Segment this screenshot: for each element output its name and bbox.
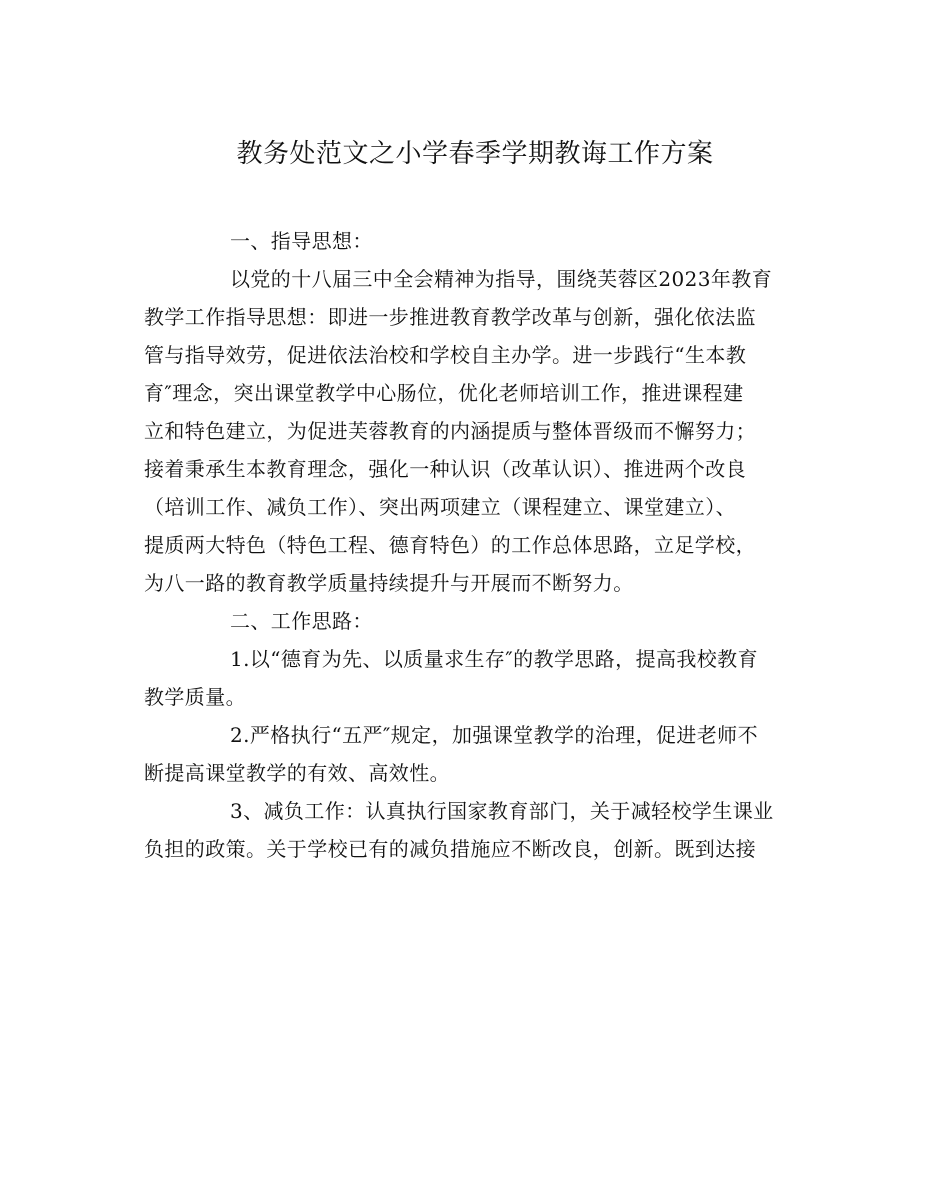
heading-guiding-ideology: 一、指导思想： (230, 229, 373, 253)
list-item-line: 1.以“德育为先、以质量求生存″的教学思路，提高我校教育 (230, 647, 758, 671)
heading-work-approach: 二、工作思路： (230, 609, 373, 633)
paragraph-line: 育″理念，突出课堂教学中心肠位，优化老师培训工作，推进课程建 (144, 381, 744, 405)
list-item-line: 3、减负工作：认真执行国家教育部门，关于减轻校学生课业 (230, 799, 774, 823)
document-body (144, 222, 806, 868)
paragraph-line: 管与指导效劳，促进依法治校和学校自主办学。进一步践行“生本教 (144, 343, 747, 367)
list-item-line: 负担的政策。关于学校已有的减负措施应不断改良，创新。既到达接 (144, 837, 756, 861)
paragraph-line: （培训工作、减负工作）、突出两项建立（课程建立、课堂建立）、 (144, 495, 736, 519)
paragraph-line: 为八一路的教育教学质量持续提升与开展而不断努力。 (144, 571, 634, 595)
list-item-line: 2.严格执行“五严″规定，加强课堂教学的治理，促进老师不 (230, 723, 758, 747)
paragraph-line: 教学工作指导思想：即进一步推进教育教学改革与创新，强化依法监 (144, 305, 756, 329)
document-title: 教务处范文之小学春季学期教诲工作方案 (236, 139, 714, 169)
list-item-line: 教学质量。 (144, 685, 246, 709)
paragraph-line: 提质两大特色（特色工程、德育特色）的工作总体思路，立足学校， (144, 533, 756, 557)
list-item-line: 断提高课堂教学的有效、高效性。 (144, 761, 450, 785)
paragraph-line: 立和特色建立，为促进芙蓉教育的内涵提质与整体晋级而不懈努力； (144, 419, 756, 443)
paragraph-line: 接着秉承生本教育理念，强化一种认识（改革认识）、推进两个改良 (144, 457, 746, 481)
paragraph-line: 以党的十八届三中全会精神为指导，围绕芙蓉区2023年教育 (230, 267, 773, 291)
